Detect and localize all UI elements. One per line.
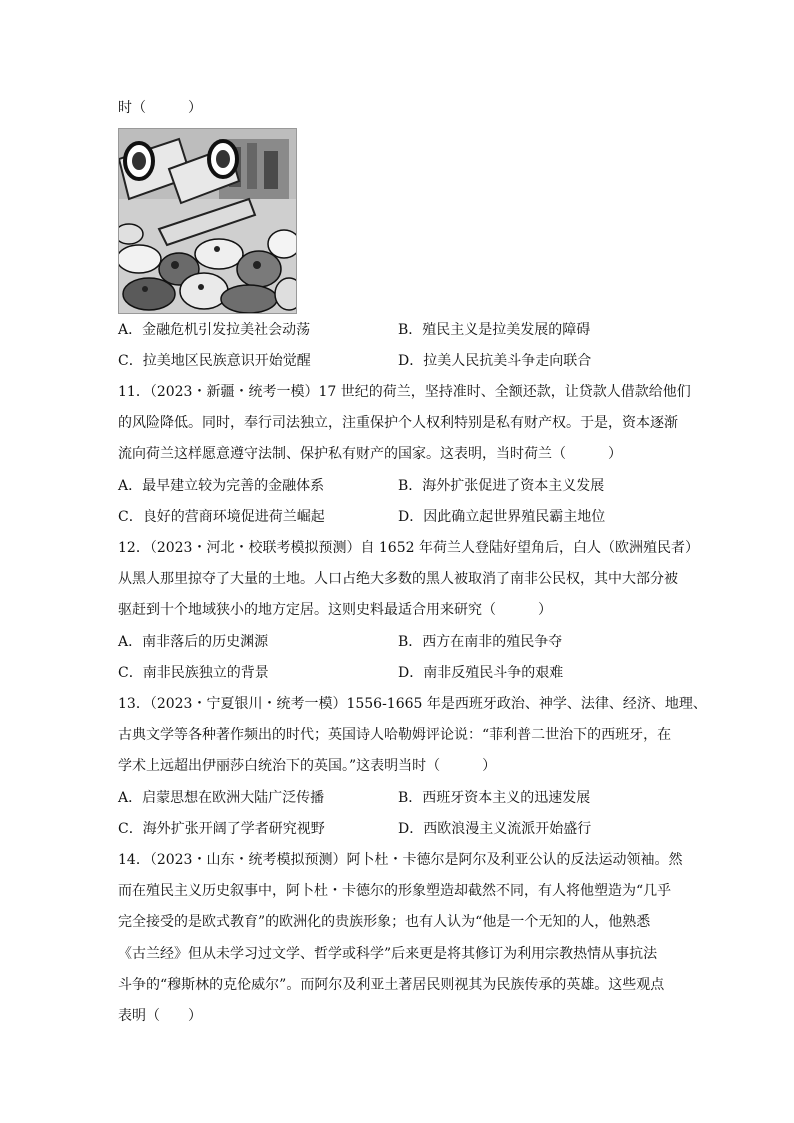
q13-option-d: D．西欧浪漫主义流派开始盛行: [398, 821, 592, 837]
q14-line-2: 而在殖民主义历史叙事中，阿卜杜・卡德尔的形象塑造却截然不同，有人将他塑造为“几乎: [118, 883, 672, 899]
q13-option-a: A．启蒙思想在欧洲大陆广泛传播: [118, 790, 325, 806]
q11-line-2: 的风险降低。同时，奉行司法独立，注重保护个人权利特别是私有财产权。于是，资本逐渐: [118, 415, 678, 431]
q14-line-4: 《古兰经》但从未学习过文学、哲学或科学”后来更是将其修订为利用宗教热情从事抗法: [118, 946, 658, 962]
q10-option-b: B．殖民主义是拉美发展的障碍: [398, 322, 591, 338]
q13-option-b: B．西班牙资本主义的迅速发展: [398, 790, 591, 806]
q12-option-a: A．南非落后的历史渊源: [118, 634, 269, 650]
q11-line-1: 11．（2023・新疆・统考一模）17 世纪的荷兰，坚持准时、全额还款，让贷款人借款给他们: [118, 384, 691, 400]
q13-line-3: 学术上远超出伊丽莎白统治下的英国。”这表明当时（ ）: [118, 758, 497, 774]
cannon-mural-image: [119, 129, 296, 313]
q11-option-c: C．良好的营商环境促进荷兰崛起: [118, 509, 325, 525]
q14-line-3: 完全接受的是欧式教育”的欧洲化的贵族形象；也有人认为“他是一个无知的人，他熟悉: [118, 914, 651, 930]
q12-option-c: C．南非民族独立的背景: [118, 665, 269, 681]
q12-option-b: B．西方在南非的殖民争夺: [398, 634, 563, 650]
q11-option-d: D．因此确立起世界殖民霸主地位: [398, 509, 606, 525]
q13-line-1: 13．（2023・宁夏银川・统考一模）1556-1665 年是西班牙政治、神学、法律、经济、地理、: [118, 696, 707, 712]
q14-line-6: 表明（ ）: [118, 1008, 202, 1024]
q13-option-c: C．海外扩张开阔了学者研究视野: [118, 821, 325, 837]
q11-option-a: A．最早建立较为完善的金融体系: [118, 478, 325, 494]
q11-option-b: B．海外扩张促进了资本主义发展: [398, 478, 605, 494]
q10-option-d: D．拉美人民抗美斗争走向联合: [398, 353, 592, 369]
q14-line-1: 14．（2023・山东・统考模拟预测）阿卜杜・卡德尔是阿尔及利亚公认的反法运动领袖。然: [118, 852, 683, 868]
q14-line-5: 斗争的“穆斯林的克伦威尔”。而阿尔及利亚土著居民则视其为民族传承的英雄。这些观点: [118, 977, 665, 993]
q10-stem-tail: 时（ ）: [118, 100, 202, 116]
q11-line-3: 流向荷兰这样愿意遵守法制、保护私有财产的国家。这表明，当时荷兰（ ）: [118, 446, 622, 462]
q12-line-1: 12．（2023・河北・校联考模拟预测）自 1652 年荷兰人登陆好望角后，白人（欧洲殖民者）: [118, 540, 699, 556]
q10-option-c: C．拉美地区民族意识开始觉醒: [118, 353, 311, 369]
mural-illustration: [118, 128, 297, 314]
q13-line-2: 古典文学等各种著作频出的时代；英国诗人哈勒姆评论说：“菲利普二世治下的西班牙，在: [118, 727, 672, 743]
q10-option-a: A．金融危机引发拉美社会动荡: [118, 322, 311, 338]
q12-line-3: 驱赶到十个地域狭小的地方定居。这则史料最适合用来研究（ ）: [118, 602, 552, 618]
q12-line-2: 从黑人那里掠夺了大量的土地。人口占绝大多数的黑人被取消了南非公民权，其中大部分被: [118, 571, 678, 587]
q12-option-d: D．南非反殖民斗争的艰难: [398, 665, 564, 681]
